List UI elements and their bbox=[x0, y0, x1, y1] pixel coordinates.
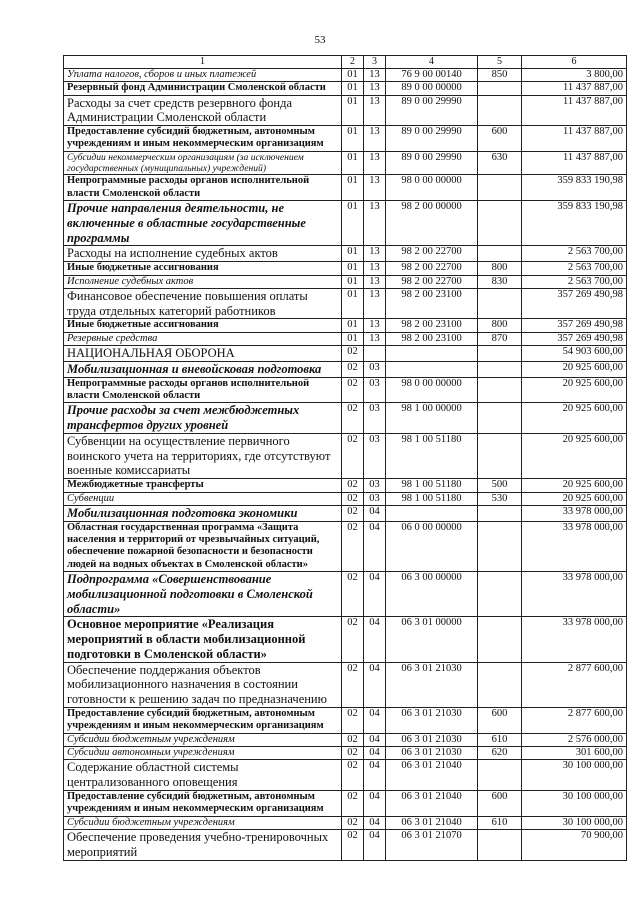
subsection-code-cell: 04 bbox=[364, 662, 386, 707]
section-code-cell: 01 bbox=[342, 319, 364, 332]
header-cell: 5 bbox=[478, 56, 522, 69]
row-name-cell: Субсидии бюджетным учреждениям bbox=[64, 816, 342, 829]
header-cell: 4 bbox=[386, 56, 478, 69]
table-row bbox=[64, 747, 627, 760]
amount-cell: 357 269 490,98 bbox=[522, 288, 627, 319]
target-article-cell: 89 0 00 29990 bbox=[386, 95, 478, 126]
table-row bbox=[64, 830, 627, 861]
section-code-cell: 02 bbox=[342, 747, 364, 760]
expense-type-cell: 800 bbox=[478, 262, 522, 275]
expense-type-cell bbox=[478, 377, 522, 403]
row-name-cell: Исполнение судебных актов bbox=[64, 275, 342, 288]
expense-type-cell bbox=[478, 433, 522, 478]
row-name-cell: НАЦИОНАЛЬНАЯ ОБОРОНА bbox=[64, 346, 342, 362]
table-row bbox=[64, 201, 627, 246]
row-name-cell: Субвенции на осуществление первичного воинского учета на территориях, где отсутствуют военные комиссариаты bbox=[64, 433, 342, 478]
amount-cell: 70 900,00 bbox=[522, 830, 627, 861]
amount-cell: 2 877 600,00 bbox=[522, 707, 627, 733]
section-code-cell: 02 bbox=[342, 662, 364, 707]
expense-type-cell: 850 bbox=[478, 68, 522, 81]
amount-cell: 2 576 000,00 bbox=[522, 733, 627, 746]
target-article-cell: 98 2 00 23100 bbox=[386, 319, 478, 332]
target-article-cell: 06 3 01 21040 bbox=[386, 816, 478, 829]
amount-cell: 33 978 000,00 bbox=[522, 521, 627, 572]
table-row bbox=[64, 377, 627, 403]
target-article-cell: 98 1 00 51180 bbox=[386, 433, 478, 478]
row-name-cell: Предоставление субсидий бюджетным, автономным учреждениям и иным некоммерческим организациям bbox=[64, 707, 342, 733]
section-code-cell: 01 bbox=[342, 95, 364, 126]
row-name-cell: Предоставление субсидий бюджетным, автономным учреждениям и иным некоммерческим организациям bbox=[64, 126, 342, 152]
section-code-cell: 01 bbox=[342, 175, 364, 201]
table-row bbox=[64, 492, 627, 505]
section-code-cell: 02 bbox=[342, 377, 364, 403]
subsection-code-cell: 13 bbox=[364, 319, 386, 332]
amount-cell: 11 437 887,00 bbox=[522, 82, 627, 95]
row-name-cell: Обеспечение поддержания объектов мобилизационного назначения в состоянии готовности к решению задач по предназначению bbox=[64, 662, 342, 707]
expense-type-cell bbox=[478, 617, 522, 662]
row-name-cell: Мобилизационная и вневойсковая подготовка bbox=[64, 361, 342, 377]
target-article-cell: 89 0 00 29990 bbox=[386, 126, 478, 152]
table-row bbox=[64, 816, 627, 829]
expense-type-cell bbox=[478, 175, 522, 201]
amount-cell: 359 833 190,98 bbox=[522, 201, 627, 246]
expense-type-cell: 600 bbox=[478, 790, 522, 816]
expense-type-cell bbox=[478, 246, 522, 262]
target-article-cell: 98 2 00 23100 bbox=[386, 332, 478, 345]
section-code-cell: 02 bbox=[342, 479, 364, 492]
budget-table bbox=[63, 55, 627, 861]
row-name-cell: Расходы на исполнение судебных актов bbox=[64, 246, 342, 262]
expense-type-cell: 600 bbox=[478, 707, 522, 733]
subsection-code-cell: 13 bbox=[364, 175, 386, 201]
row-name-cell: Межбюджетные трансферты bbox=[64, 479, 342, 492]
table-row bbox=[64, 662, 627, 707]
target-article-cell: 98 2 00 00000 bbox=[386, 201, 478, 246]
target-article-cell: 06 3 01 21070 bbox=[386, 830, 478, 861]
target-article-cell: 98 2 00 23100 bbox=[386, 288, 478, 319]
subsection-code-cell: 03 bbox=[364, 377, 386, 403]
section-code-cell: 01 bbox=[342, 151, 364, 175]
subsection-code-cell: 13 bbox=[364, 151, 386, 175]
amount-cell: 2 877 600,00 bbox=[522, 662, 627, 707]
expense-type-cell bbox=[478, 361, 522, 377]
target-article-cell: 06 3 01 21030 bbox=[386, 733, 478, 746]
target-article-cell: 98 2 00 22700 bbox=[386, 275, 478, 288]
row-name-cell: Прочие направления деятельности, не включенные в областные государственные программы bbox=[64, 201, 342, 246]
section-code-cell: 01 bbox=[342, 262, 364, 275]
subsection-code-cell: 04 bbox=[364, 760, 386, 791]
subsection-code-cell: 13 bbox=[364, 68, 386, 81]
header-cell: 6 bbox=[522, 56, 627, 69]
amount-cell: 2 563 700,00 bbox=[522, 262, 627, 275]
subsection-code-cell: 04 bbox=[364, 790, 386, 816]
table-row bbox=[64, 262, 627, 275]
amount-cell: 11 437 887,00 bbox=[522, 126, 627, 152]
row-name-cell: Резервные средства bbox=[64, 332, 342, 345]
section-code-cell: 02 bbox=[342, 505, 364, 521]
section-code-cell: 01 bbox=[342, 126, 364, 152]
table-row bbox=[64, 572, 627, 617]
section-code-cell: 02 bbox=[342, 816, 364, 829]
amount-cell: 3 800,00 bbox=[522, 68, 627, 81]
row-name-cell: Содержание областной системы централизованного оповещения bbox=[64, 760, 342, 791]
amount-cell: 30 100 000,00 bbox=[522, 760, 627, 791]
target-article-cell: 98 1 00 00000 bbox=[386, 403, 478, 434]
row-name-cell: Субвенции bbox=[64, 492, 342, 505]
target-article-cell: 98 2 00 22700 bbox=[386, 262, 478, 275]
section-code-cell: 02 bbox=[342, 572, 364, 617]
expense-type-cell bbox=[478, 830, 522, 861]
section-code-cell: 02 bbox=[342, 403, 364, 434]
row-name-cell: Субсидии некоммерческим организациям (за исключением государственных (муниципальных) учреждений) bbox=[64, 151, 342, 175]
table-row bbox=[64, 68, 627, 81]
table-row bbox=[64, 175, 627, 201]
target-article-cell: 98 1 00 51180 bbox=[386, 492, 478, 505]
expense-type-cell: 530 bbox=[478, 492, 522, 505]
section-code-cell: 01 bbox=[342, 275, 364, 288]
subsection-code-cell: 04 bbox=[364, 521, 386, 572]
table-row bbox=[64, 707, 627, 733]
row-name-cell: Обеспечение проведения учебно-тренировочных мероприятий bbox=[64, 830, 342, 861]
header-cell: 2 bbox=[342, 56, 364, 69]
amount-cell: 54 903 600,00 bbox=[522, 346, 627, 362]
table-row bbox=[64, 246, 627, 262]
section-code-cell: 02 bbox=[342, 346, 364, 362]
amount-cell: 359 833 190,98 bbox=[522, 175, 627, 201]
amount-cell: 20 925 600,00 bbox=[522, 403, 627, 434]
column-number-row bbox=[64, 56, 627, 69]
expense-type-cell bbox=[478, 403, 522, 434]
section-code-cell: 02 bbox=[342, 433, 364, 478]
row-name-cell: Прочие расходы за счет межбюджетных трансфертов других уровней bbox=[64, 403, 342, 434]
target-article-cell: 06 3 00 00000 bbox=[386, 572, 478, 617]
table-row bbox=[64, 95, 627, 126]
amount-cell: 30 100 000,00 bbox=[522, 790, 627, 816]
target-article-cell: 06 3 01 21030 bbox=[386, 707, 478, 733]
subsection-code-cell: 04 bbox=[364, 747, 386, 760]
page-number: 53 bbox=[314, 34, 326, 46]
subsection-code-cell: 13 bbox=[364, 126, 386, 152]
expense-type-cell: 610 bbox=[478, 816, 522, 829]
subsection-code-cell: 03 bbox=[364, 492, 386, 505]
table-row bbox=[64, 361, 627, 377]
target-article-cell bbox=[386, 361, 478, 377]
amount-cell: 30 100 000,00 bbox=[522, 816, 627, 829]
section-code-cell: 01 bbox=[342, 288, 364, 319]
expense-type-cell bbox=[478, 662, 522, 707]
section-code-cell: 02 bbox=[342, 790, 364, 816]
row-name-cell: Иные бюджетные ассигнования bbox=[64, 262, 342, 275]
target-article-cell: 06 3 01 21030 bbox=[386, 747, 478, 760]
amount-cell: 357 269 490,98 bbox=[522, 319, 627, 332]
expense-type-cell: 830 bbox=[478, 275, 522, 288]
table-row bbox=[64, 151, 627, 175]
row-name-cell: Иные бюджетные ассигнования bbox=[64, 319, 342, 332]
table-row bbox=[64, 126, 627, 152]
expense-type-cell: 800 bbox=[478, 319, 522, 332]
amount-cell: 33 978 000,00 bbox=[522, 505, 627, 521]
section-code-cell: 01 bbox=[342, 332, 364, 345]
amount-cell: 20 925 600,00 bbox=[522, 433, 627, 478]
target-article-cell: 06 3 01 21040 bbox=[386, 760, 478, 791]
table-row bbox=[64, 275, 627, 288]
section-code-cell: 01 bbox=[342, 82, 364, 95]
table-row bbox=[64, 521, 627, 572]
row-name-cell: Расходы за счет средств резервного фонда Администрации Смоленской области bbox=[64, 95, 342, 126]
row-name-cell: Финансовое обеспечение повышения оплаты труда отдельных категорий работников bbox=[64, 288, 342, 319]
amount-cell: 11 437 887,00 bbox=[522, 151, 627, 175]
expense-type-cell: 630 bbox=[478, 151, 522, 175]
table-row bbox=[64, 82, 627, 95]
table-row bbox=[64, 288, 627, 319]
section-code-cell: 02 bbox=[342, 492, 364, 505]
target-article-cell bbox=[386, 505, 478, 521]
subsection-code-cell: 13 bbox=[364, 275, 386, 288]
subsection-code-cell: 13 bbox=[364, 332, 386, 345]
subsection-code-cell: 04 bbox=[364, 830, 386, 861]
expense-type-cell bbox=[478, 760, 522, 791]
target-article-cell: 89 0 00 00000 bbox=[386, 82, 478, 95]
expense-type-cell bbox=[478, 288, 522, 319]
target-article-cell: 06 3 01 00000 bbox=[386, 617, 478, 662]
amount-cell: 33 978 000,00 bbox=[522, 572, 627, 617]
expense-type-cell bbox=[478, 82, 522, 95]
row-name-cell: Областная государственная программа «Защита населения и территорий от чрезвычайных ситуаций, обеспечение пожарной безопасности и безопасности людей на водных объектах в Смоленской области» bbox=[64, 521, 342, 572]
subsection-code-cell: 13 bbox=[364, 82, 386, 95]
subsection-code-cell bbox=[364, 346, 386, 362]
amount-cell: 301 600,00 bbox=[522, 747, 627, 760]
subsection-code-cell: 13 bbox=[364, 95, 386, 126]
row-name-cell: Субсидии бюджетным учреждениям bbox=[64, 733, 342, 746]
table-row bbox=[64, 433, 627, 478]
expense-type-cell bbox=[478, 521, 522, 572]
section-code-cell: 02 bbox=[342, 733, 364, 746]
expense-type-cell bbox=[478, 201, 522, 246]
table-row bbox=[64, 617, 627, 662]
amount-cell: 33 978 000,00 bbox=[522, 617, 627, 662]
amount-cell: 2 563 700,00 bbox=[522, 246, 627, 262]
expense-type-cell: 600 bbox=[478, 126, 522, 152]
expense-type-cell bbox=[478, 95, 522, 126]
table-row bbox=[64, 346, 627, 362]
target-article-cell: 98 0 00 00000 bbox=[386, 377, 478, 403]
section-code-cell: 02 bbox=[342, 707, 364, 733]
row-name-cell: Предоставление субсидий бюджетным, автономным учреждениям и иным некоммерческим организациям bbox=[64, 790, 342, 816]
section-code-cell: 02 bbox=[342, 760, 364, 791]
amount-cell: 11 437 887,00 bbox=[522, 95, 627, 126]
section-code-cell: 02 bbox=[342, 830, 364, 861]
amount-cell: 20 925 600,00 bbox=[522, 361, 627, 377]
subsection-code-cell: 04 bbox=[364, 707, 386, 733]
amount-cell: 2 563 700,00 bbox=[522, 275, 627, 288]
amount-cell: 357 269 490,98 bbox=[522, 332, 627, 345]
section-code-cell: 02 bbox=[342, 617, 364, 662]
row-name-cell: Уплата налогов, сборов и иных платежей bbox=[64, 68, 342, 81]
section-code-cell: 01 bbox=[342, 201, 364, 246]
target-article-cell: 98 2 00 22700 bbox=[386, 246, 478, 262]
target-article-cell: 76 9 00 00140 bbox=[386, 68, 478, 81]
expense-type-cell: 620 bbox=[478, 747, 522, 760]
row-name-cell: Субсидии автономным учреждениям bbox=[64, 747, 342, 760]
section-code-cell: 02 bbox=[342, 361, 364, 377]
subsection-code-cell: 13 bbox=[364, 288, 386, 319]
subsection-code-cell: 03 bbox=[364, 403, 386, 434]
target-article-cell bbox=[386, 346, 478, 362]
row-name-cell: Основное мероприятие «Реализация мероприятий в области мобилизационной подготовки в Смоленской области» bbox=[64, 617, 342, 662]
table-row bbox=[64, 733, 627, 746]
target-article-cell: 89 0 00 29990 bbox=[386, 151, 478, 175]
row-name-cell: Подпрограмма «Совершенствование мобилизационной подготовки в Смоленской области» bbox=[64, 572, 342, 617]
row-name-cell: Непрограммные расходы органов исполнительной власти Смоленской области bbox=[64, 175, 342, 201]
expense-type-cell: 610 bbox=[478, 733, 522, 746]
subsection-code-cell: 04 bbox=[364, 617, 386, 662]
expense-type-cell: 500 bbox=[478, 479, 522, 492]
table-row bbox=[64, 760, 627, 791]
table-row bbox=[64, 479, 627, 492]
expense-type-cell bbox=[478, 346, 522, 362]
target-article-cell: 98 0 00 00000 bbox=[386, 175, 478, 201]
header-cell: 1 bbox=[64, 56, 342, 69]
subsection-code-cell: 04 bbox=[364, 816, 386, 829]
subsection-code-cell: 03 bbox=[364, 433, 386, 478]
amount-cell: 20 925 600,00 bbox=[522, 479, 627, 492]
subsection-code-cell: 04 bbox=[364, 505, 386, 521]
subsection-code-cell: 03 bbox=[364, 479, 386, 492]
section-code-cell: 02 bbox=[342, 521, 364, 572]
amount-cell: 20 925 600,00 bbox=[522, 377, 627, 403]
row-name-cell: Мобилизационная подготовка экономики bbox=[64, 505, 342, 521]
target-article-cell: 06 3 01 21030 bbox=[386, 662, 478, 707]
section-code-cell: 01 bbox=[342, 246, 364, 262]
subsection-code-cell: 04 bbox=[364, 572, 386, 617]
row-name-cell: Резервный фонд Администрации Смоленской области bbox=[64, 82, 342, 95]
expense-type-cell bbox=[478, 572, 522, 617]
target-article-cell: 06 0 00 00000 bbox=[386, 521, 478, 572]
expense-type-cell: 870 bbox=[478, 332, 522, 345]
subsection-code-cell: 13 bbox=[364, 262, 386, 275]
row-name-cell: Непрограммные расходы органов исполнительной власти Смоленской области bbox=[64, 377, 342, 403]
table-row bbox=[64, 403, 627, 434]
amount-cell: 20 925 600,00 bbox=[522, 492, 627, 505]
subsection-code-cell: 03 bbox=[364, 361, 386, 377]
table-row bbox=[64, 332, 627, 345]
expense-type-cell bbox=[478, 505, 522, 521]
target-article-cell: 06 3 01 21040 bbox=[386, 790, 478, 816]
table-row bbox=[64, 319, 627, 332]
subsection-code-cell: 04 bbox=[364, 733, 386, 746]
section-code-cell: 01 bbox=[342, 68, 364, 81]
header-cell: 3 bbox=[364, 56, 386, 69]
subsection-code-cell: 13 bbox=[364, 201, 386, 246]
subsection-code-cell: 13 bbox=[364, 246, 386, 262]
table-row bbox=[64, 790, 627, 816]
table-row bbox=[64, 505, 627, 521]
target-article-cell: 98 1 00 51180 bbox=[386, 479, 478, 492]
